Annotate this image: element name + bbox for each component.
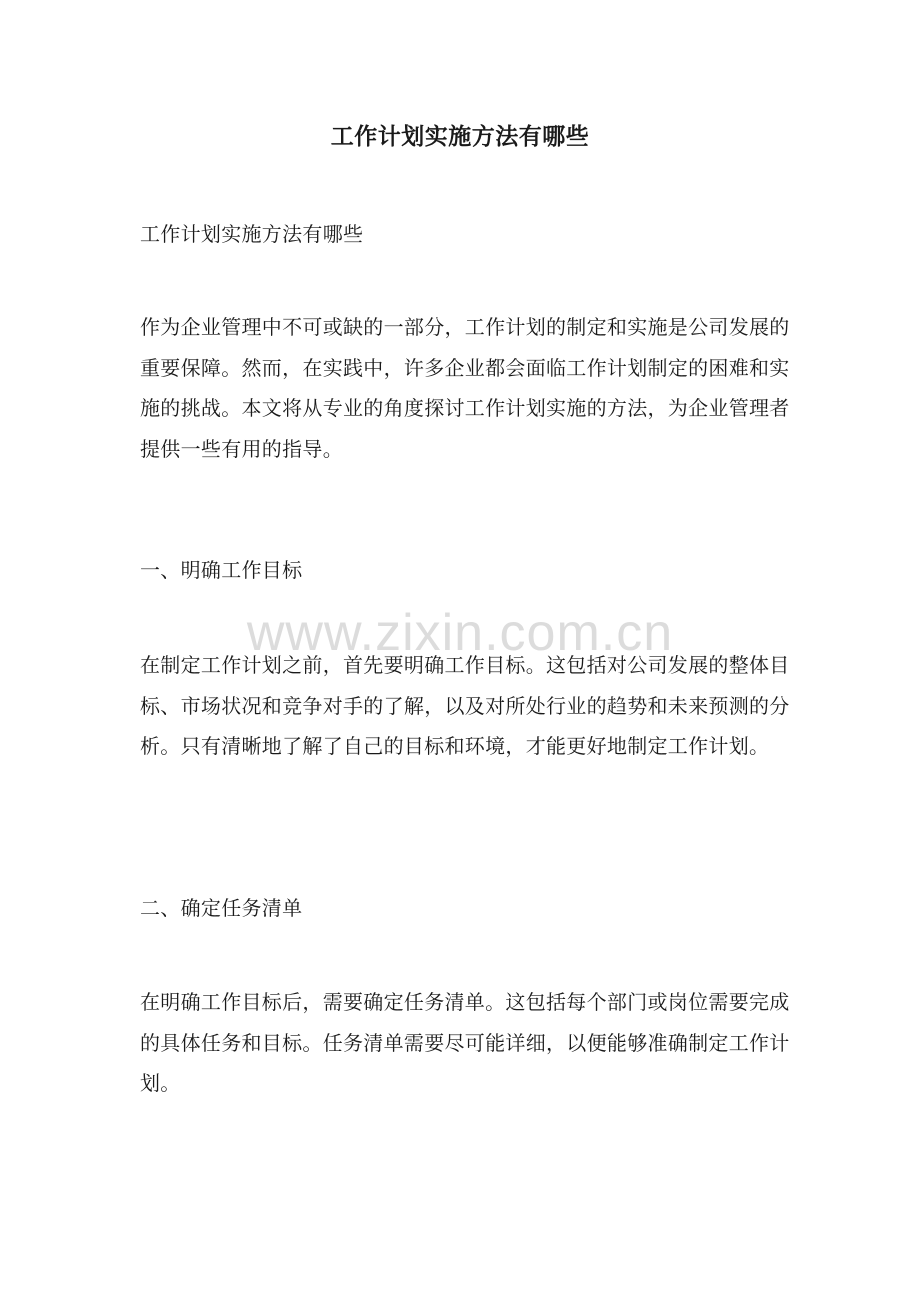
intro-paragraph: 作为企业管理中不可或缺的一部分，工作计划的制定和实施是公司发展的重要保障。然而，在实践中，许多企业都会面临工作计划制定的困难和实施的挑战。本文将从专业的角度探讨工作计划实施的方法，为企业管理者提供一些有用的指导。	[140, 315, 790, 461]
section-heading-goals: 一、明确工作目标	[140, 558, 303, 582]
watermark: www.zixin.com.cn	[246, 604, 674, 662]
section-body-goals: 在制定工作计划之前，首先要明确工作目标。这包括对公司发展的整体目标、市场状况和竞争对手的了解，以及对所处行业的趋势和未来预测的分析。只有清晰地了解了自己的目标和环境，才能更好地制定工作计划。	[140, 653, 790, 758]
document-subtitle: 工作计划实施方法有哪些	[140, 222, 364, 246]
section-heading-tasks: 二、确定任务清单	[140, 896, 303, 920]
section-body-tasks: 在明确工作目标后，需要确定任务清单。这包括每个部门或岗位需要完成的具体任务和目标。任务清单需要尽可能详细，以便能够准确制定工作计划。	[140, 990, 790, 1095]
document-title: 工作计划实施方法有哪些	[330, 123, 590, 150]
